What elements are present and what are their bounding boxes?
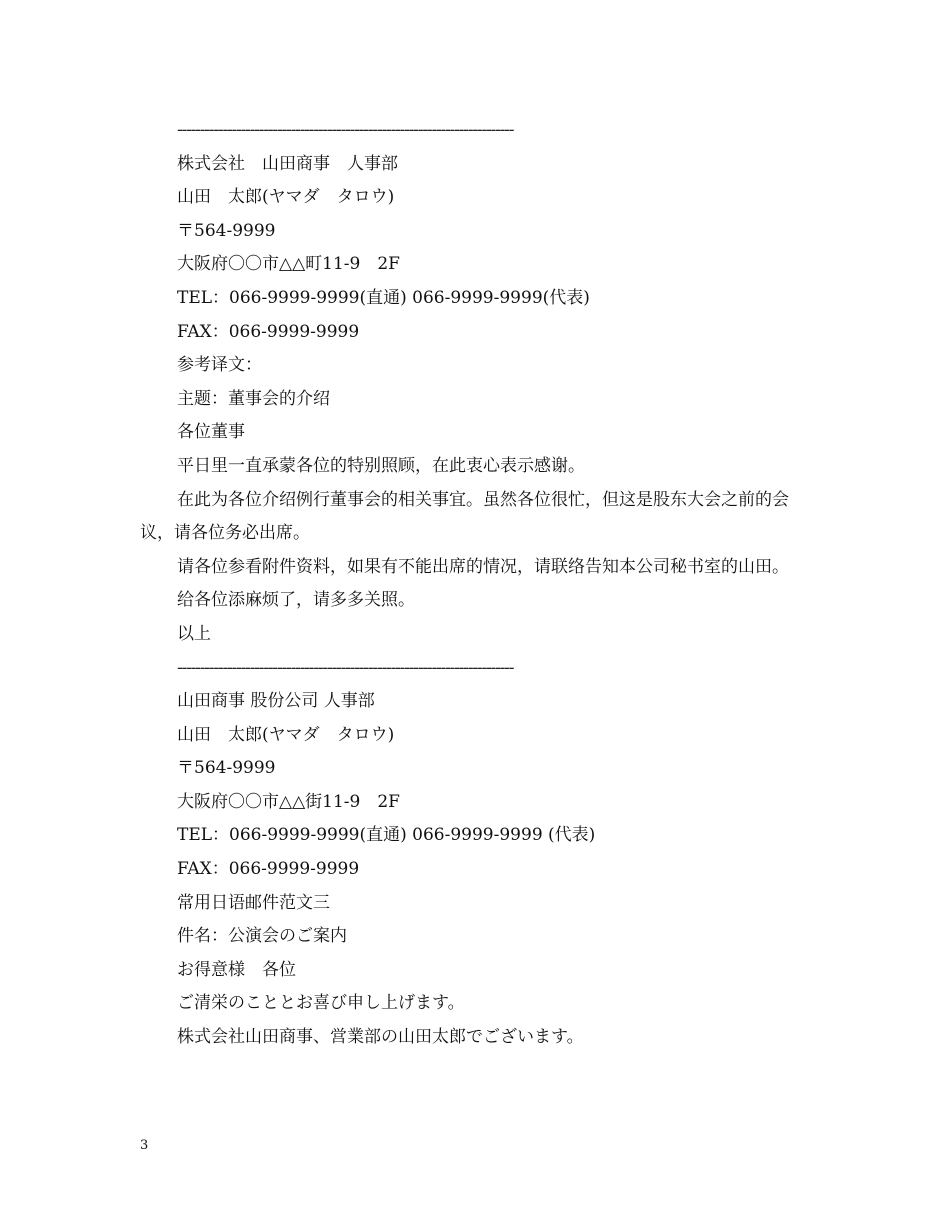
sample3-intro: 株式会社山田商事、営業部の山田太郎でございます。 xyxy=(177,1027,584,1048)
block1-tel: TEL：066-9999-9999(直通) 066-9999-9999(代表) xyxy=(177,287,590,308)
sample3-salutation: お得意様 各位 xyxy=(177,959,296,980)
block2-address: 大阪府〇〇市△△街11-9 2F xyxy=(177,791,400,812)
block2-company: 山田商事 股份公司 人事部 xyxy=(177,691,375,712)
block2-fax: FAX：066-9999-9999 xyxy=(177,859,360,880)
translation-paragraph-2: 在此为各位介绍例行董事会的相关事宜。虽然各位很忙，但这是股东大会之前的会议，请各位务必出席。 xyxy=(140,489,789,544)
translation-paragraph-1: 平日里一直承蒙各位的特别照顾，在此衷心表示感谢。 xyxy=(177,455,585,476)
translation-closing: 以上 xyxy=(177,623,211,644)
block1-company: 株式会社 山田商事 人事部 xyxy=(177,153,398,174)
block1-name: 山田 太郎(ヤマダ タロウ) xyxy=(177,187,395,208)
sample3-greeting: ご清栄のこととお喜び申し上げます。 xyxy=(177,993,465,1014)
translation-paragraph-4: 给各位添麻烦了，请多多关照。 xyxy=(177,590,415,611)
translation-heading: 参考译文： xyxy=(177,355,262,376)
block1-fax: FAX：066-9999-9999 xyxy=(177,321,360,342)
divider-line-top: -------------------------------------------------------------------------- xyxy=(177,120,514,140)
block1-address: 大阪府〇〇市△△町11-9 2F xyxy=(177,254,400,275)
sample3-title: 常用日语邮件范文三 xyxy=(177,892,330,913)
divider-line-middle: -------------------------------------------------------------------------- xyxy=(177,657,514,678)
block1-postal: 〒564-9999 xyxy=(177,220,276,241)
translation-paragraph-3: 请各位参看附件资料，如果有不能出席的情况，请联络告知本公司秘书室的山田。 xyxy=(177,556,789,577)
block2-name: 山田 太郎(ヤマダ タロウ) xyxy=(177,724,395,745)
page-number: 3 xyxy=(140,1138,149,1153)
document-body xyxy=(140,114,810,1055)
block2-tel: TEL：066-9999-9999(直通) 066-9999-9999 (代表) xyxy=(177,825,596,846)
translation-salutation: 各位董事 xyxy=(177,422,245,443)
translation-subject: 主题：董事会的介绍 xyxy=(177,388,330,409)
sample3-subject: 件名：公演会のご案内 xyxy=(177,926,347,947)
block2-postal: 〒564-9999 xyxy=(177,758,276,779)
